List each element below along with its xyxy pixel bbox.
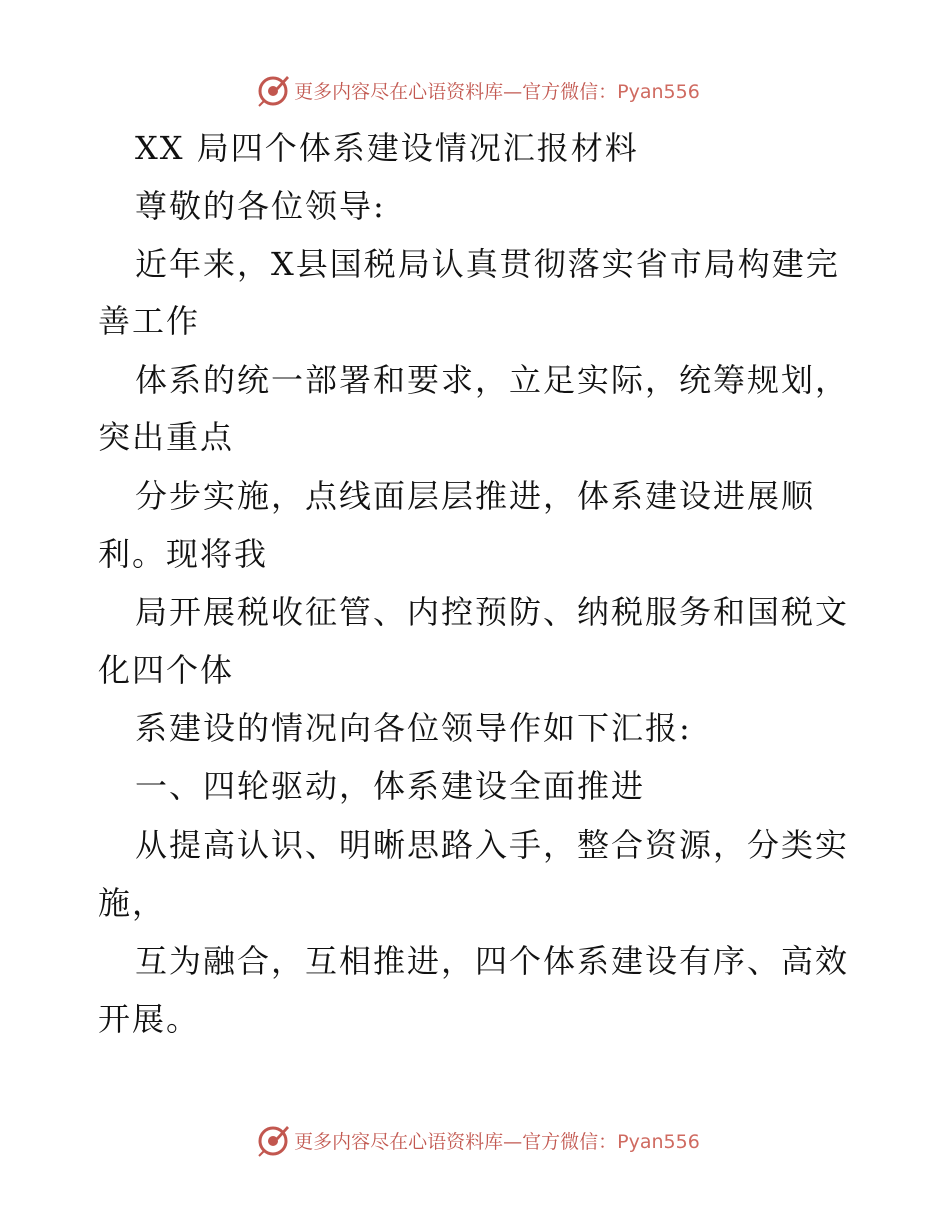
document-line: 尊敬的各位领导: (135, 187, 386, 225)
document-line: 突出重点 (98, 418, 235, 456)
document-line: 善工作 (98, 302, 201, 340)
footer-watermark-banner (0, 1120, 950, 1160)
document-line: 利。现将我 (98, 535, 269, 573)
document-line: 一、四轮驱动，体系建设全面推进 (135, 767, 646, 805)
quill-pen-circle-icon (256, 1123, 290, 1157)
footer-banner-id: Pyan556 (617, 1130, 700, 1153)
document-line: 从提高认识、明晰思路入手，整合资源，分类实 (135, 826, 850, 864)
header-banner-content (256, 73, 700, 107)
document-title: XX 局四个体系建设情况汇报材料 (135, 129, 639, 167)
document-line: 分步实施，点线面层层推进，体系建设进展顺 (135, 477, 816, 515)
header-banner-id: Pyan556 (617, 80, 700, 103)
footer-banner-content (256, 1123, 700, 1157)
document-line: 互为融合，互相推进，四个体系建设有序、高效 (135, 942, 850, 980)
header-banner-text: 更多内容尽在心语资料库—官方微信：Pyan556 (294, 80, 700, 103)
document-line: 体系的统一部署和要求，立足实际，统筹规划， (135, 361, 850, 399)
quill-pen-circle-icon (256, 73, 290, 107)
document-line: 近年来，X县国税局认真贯彻落实省市局构建完 (135, 245, 840, 283)
header-watermark-banner (0, 70, 950, 110)
document-line: 系建设的情况向各位领导作如下汇报: (135, 709, 692, 747)
document-line: 开展。 (98, 1000, 201, 1038)
document-line: 局开展税收征管、内控预防、纳税服务和国税文 (135, 593, 850, 631)
footer-banner-text: 更多内容尽在心语资料库—官方微信：Pyan556 (294, 1130, 700, 1153)
document-line: 化四个体 (98, 651, 235, 689)
document-line: 施， (98, 884, 167, 922)
